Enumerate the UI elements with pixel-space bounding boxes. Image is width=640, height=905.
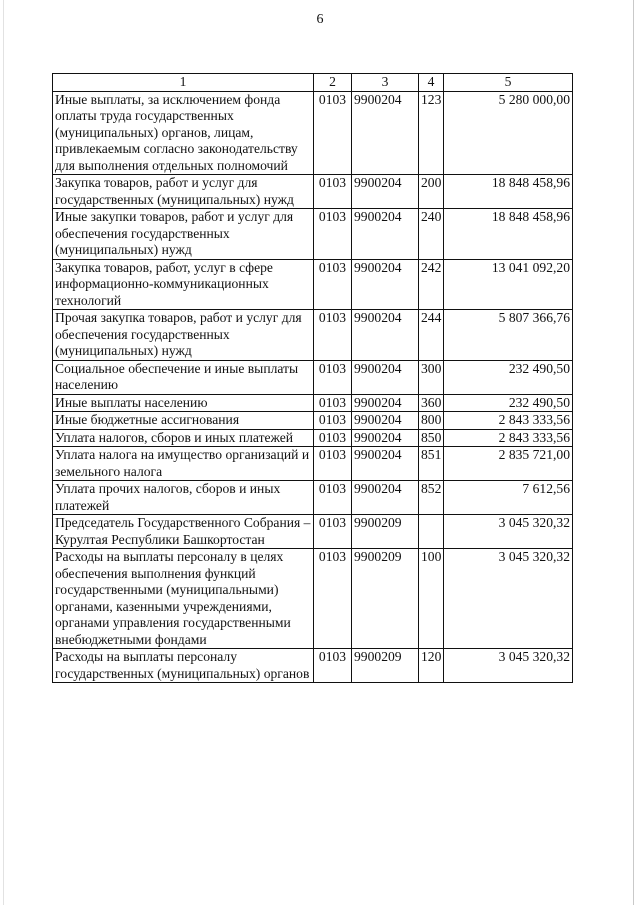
expense-name-cell: Социальное обеспечение и иные выплаты населению: [53, 360, 314, 394]
expense-type-cell: 852: [419, 481, 444, 515]
target-article-cell: 9900209: [352, 649, 419, 683]
expense-name-cell: Расходы на выплаты персоналу в целях обеспечения выполнения функций государственными (муниципальными) органами, казенными учреждениями, органами управления государственными внебюджетными фондами: [53, 549, 314, 649]
expense-type-cell: 850: [419, 429, 444, 447]
table-row: [53, 259, 573, 310]
amount-cell: 3 045 320,32: [444, 549, 573, 649]
expense-type-cell: 200: [419, 175, 444, 209]
header-col-2: 2: [314, 74, 352, 92]
table-row: [53, 447, 573, 481]
table-row: [53, 209, 573, 260]
expense-type-cell: 100: [419, 549, 444, 649]
header-col-5: 5: [444, 74, 573, 92]
section-code-cell: 0103: [314, 649, 352, 683]
amount-cell: 3 045 320,32: [444, 649, 573, 683]
budget-table-body: [53, 74, 573, 683]
page-edge-left: [3, 0, 4, 905]
table-row: [53, 481, 573, 515]
amount-cell: 7 612,56: [444, 481, 573, 515]
target-article-cell: 9900204: [352, 360, 419, 394]
amount-cell: 18 848 458,96: [444, 209, 573, 260]
target-article-cell: 9900204: [352, 259, 419, 310]
expense-name-cell: Закупка товаров, работ, услуг в сфере информационно-коммуникационных технологий: [53, 259, 314, 310]
section-code-cell: 0103: [314, 429, 352, 447]
expense-name-cell: Уплата налогов, сборов и иных платежей: [53, 429, 314, 447]
expense-type-cell: [419, 515, 444, 549]
amount-cell: 18 848 458,96: [444, 175, 573, 209]
expense-name-cell: Расходы на выплаты персоналу государственных (муниципальных) органов: [53, 649, 314, 683]
section-code-cell: 0103: [314, 360, 352, 394]
section-code-cell: 0103: [314, 310, 352, 361]
target-article-cell: 9900204: [352, 209, 419, 260]
section-code-cell: 0103: [314, 91, 352, 175]
expense-name-cell: Прочая закупка товаров, работ и услуг для обеспечения государственных (муниципальных) нужд: [53, 310, 314, 361]
expense-name-cell: Иные выплаты населению: [53, 394, 314, 412]
expense-name-cell: Иные бюджетные ассигнования: [53, 412, 314, 430]
table-row: [53, 360, 573, 394]
expense-type-cell: 244: [419, 310, 444, 361]
expense-type-cell: 242: [419, 259, 444, 310]
target-article-cell: 9900204: [352, 175, 419, 209]
section-code-cell: 0103: [314, 259, 352, 310]
expense-type-cell: 360: [419, 394, 444, 412]
amount-cell: 232 490,50: [444, 360, 573, 394]
table-row: [53, 394, 573, 412]
expense-name-cell: Иные выплаты, за исключением фонда оплаты труда государственных (муниципальных) органов, лицам, привлекаемым согласно законодательству для выполнения отдельных полномочий: [53, 91, 314, 175]
section-code-cell: 0103: [314, 481, 352, 515]
amount-cell: 2 843 333,56: [444, 412, 573, 430]
header-col-3: 3: [352, 74, 419, 92]
section-code-cell: 0103: [314, 515, 352, 549]
amount-cell: 13 041 092,20: [444, 259, 573, 310]
target-article-cell: 9900204: [352, 394, 419, 412]
section-code-cell: 0103: [314, 412, 352, 430]
expense-name-cell: Закупка товаров, работ и услуг для государственных (муниципальных) нужд: [53, 175, 314, 209]
section-code-cell: 0103: [314, 209, 352, 260]
target-article-cell: 9900209: [352, 515, 419, 549]
table-row: [53, 310, 573, 361]
table-row: [53, 175, 573, 209]
amount-cell: 3 045 320,32: [444, 515, 573, 549]
expense-type-cell: 123: [419, 91, 444, 175]
budget-table: [52, 73, 573, 683]
amount-cell: 5 280 000,00: [444, 91, 573, 175]
section-code-cell: 0103: [314, 549, 352, 649]
table-row: [53, 91, 573, 175]
expense-name-cell: Председатель Государственного Собрания – Курултая Республики Башкортостан: [53, 515, 314, 549]
table-row: [53, 412, 573, 430]
amount-cell: 2 835 721,00: [444, 447, 573, 481]
expense-type-cell: 120: [419, 649, 444, 683]
target-article-cell: 9900204: [352, 310, 419, 361]
amount-cell: 2 843 333,56: [444, 429, 573, 447]
target-article-cell: 9900204: [352, 429, 419, 447]
page-number: 6: [316, 12, 324, 27]
expense-type-cell: 240: [419, 209, 444, 260]
target-article-cell: 9900204: [352, 447, 419, 481]
expense-name-cell: Уплата прочих налогов, сборов и иных платежей: [53, 481, 314, 515]
expense-type-cell: 800: [419, 412, 444, 430]
section-code-cell: 0103: [314, 447, 352, 481]
table-row: [53, 515, 573, 549]
expense-name-cell: Иные закупки товаров, работ и услуг для обеспечения государственных (муниципальных) нужд: [53, 209, 314, 260]
target-article-cell: 9900204: [352, 481, 419, 515]
amount-cell: 5 807 366,76: [444, 310, 573, 361]
header-col-1: 1: [53, 74, 314, 92]
target-article-cell: 9900209: [352, 549, 419, 649]
amount-cell: 232 490,50: [444, 394, 573, 412]
section-code-cell: 0103: [314, 394, 352, 412]
table-row: [53, 649, 573, 683]
target-article-cell: 9900204: [352, 412, 419, 430]
table-row: [53, 429, 573, 447]
table-row: [53, 549, 573, 649]
section-code-cell: 0103: [314, 175, 352, 209]
header-col-4: 4: [419, 74, 444, 92]
expense-type-cell: 851: [419, 447, 444, 481]
table-header-row: [53, 74, 573, 92]
target-article-cell: 9900204: [352, 91, 419, 175]
page-edge-right: [633, 0, 634, 905]
expense-type-cell: 300: [419, 360, 444, 394]
expense-name-cell: Уплата налога на имущество организаций и земельного налога: [53, 447, 314, 481]
